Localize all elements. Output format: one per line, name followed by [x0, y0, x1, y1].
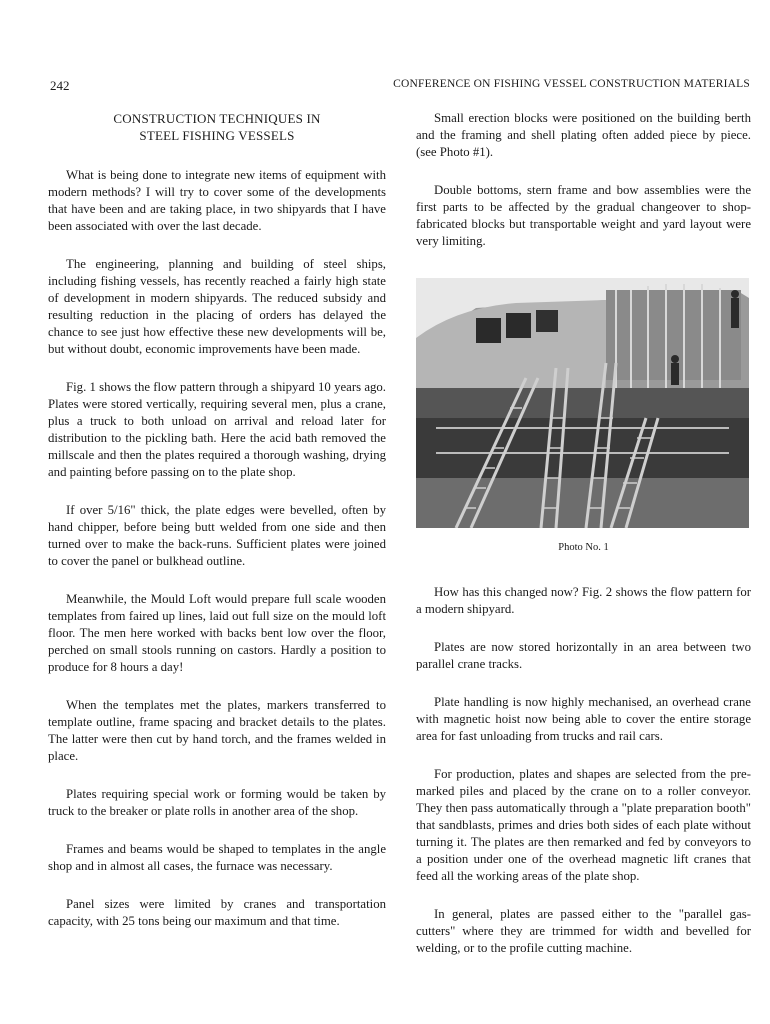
running-header: CONFERENCE ON FISHING VESSEL CONSTRUCTION MATERIALS [393, 78, 750, 90]
paragraph: How has this changed now? Fig. 2 shows the flow pattern for a modern shipyard. [416, 585, 751, 616]
article-title-line-1: CONSTRUCTION TECHNIQUES IN [113, 111, 321, 126]
right-column [416, 110, 751, 978]
page-number: 242 [50, 78, 70, 93]
paragraph: Fig. 1 shows the flow pattern through a shipyard 10 years ago. Plates were stored vertically, requiring several men, plus a crane, plus a truck to both unload on arrival and reload later for distribution to the pickling bath. Here the acid bath removed the millscale and then the plates required a thorough washing, drying and painting before passing on to the plate shop. [48, 380, 386, 479]
paragraph: Frames and beams would be shaped to templates in the angle shop and in almost all cases, the furnace was necessary. [48, 842, 386, 873]
article-title [48, 110, 386, 144]
paragraph: Plate handling is now highly mechanised, an overhead crane with magnetic hoist now being able to cover the entire storage area for fast unloading from trucks and rail cars. [416, 695, 751, 743]
paragraph: Double bottoms, stern frame and bow assemblies were the first parts to be affected by the gradual changeover to shop-fabricated blocks but transportable weight and yard layout were very limiting. [416, 183, 751, 248]
photo-image [416, 278, 749, 528]
left-column [48, 110, 386, 951]
paragraph: For production, plates and shapes are selected from the pre-marked piles and placed by the crane on to a roller conveyor. They then pass automatically through a "plate preparation booth" that sandblasts, primes and dries both sides of each plate without turning it. The plates are then remarked and fed by conveyors to a position under one of the overhead magnetic lift cranes that feed all the working areas of the plate shop. [416, 767, 751, 883]
photo-caption: Photo No. 1 [558, 542, 609, 553]
paragraph: If over 5/16" thick, the plate edges were bevelled, often by hand chipper, before being butt welded from one side and then turned over to make the back-runs. Sufficient plates were joined to cover the panel or bulkhead outline. [48, 503, 386, 568]
paragraph: Plates are now stored horizontally in an area between two parallel crane tracks. [416, 640, 751, 671]
paragraph: Meanwhile, the Mould Loft would prepare full scale wooden templates from faired up lines, laid out full size on the mould loft floor. The men here worked with backs bent low over the floor, perched on small stools running on castors. Hardly a position to produce for 8 hours a day! [48, 592, 386, 674]
paragraph: When the templates met the plates, markers transferred to template outline, frame spacing and bracket details to the plates. The latter were then cut by hand torch, and the frames welded in place. [48, 698, 386, 763]
paragraph: The engineering, planning and building of steel ships, including fishing vessels, has recently reached a fairly high state of development in modern shipyards. The reduced subsidy and resulting reduction in the placing of orders has delayed the chance to see just how effective these new developments will be, but without doubt, economic improvements have been made. [48, 257, 386, 356]
paragraph: What is being done to integrate new items of equipment with modern methods? I will try to cover some of the developments that have been and are taking place, in two shipyards that I have been associated with over the last decade. [48, 168, 386, 233]
article-title-line-2: STEEL FISHING VESSELS [139, 128, 295, 143]
paragraph: Plates requiring special work or forming would be taken by truck to the breaker or plate rolls in another area of the shop. [48, 787, 386, 818]
paragraph: Panel sizes were limited by cranes and transportation capacity, with 25 tons being our maximum and that time. [48, 897, 386, 928]
photo-ship-construction [416, 278, 749, 528]
paragraph: In general, plates are passed either to the "parallel gas-cutters" where they are trimmed for width and bevelled for welding, or to the profile cutting machine. [416, 907, 751, 955]
paragraph: Small erection blocks were positioned on the building berth and the framing and shell plating often added piece by piece. (see Photo #1). [416, 111, 751, 159]
